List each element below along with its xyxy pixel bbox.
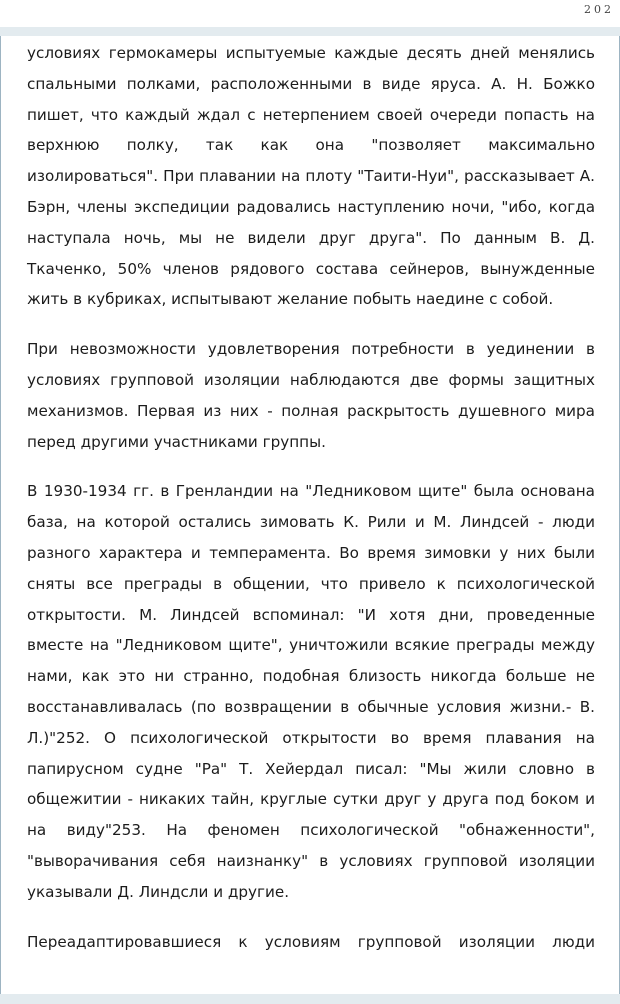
paragraph-greenland-example: В 1930-1934 гг. в Гренландии на "Ледниковом щите" была основана база, на которой остались зимовать К. Рили и М. Линдсей - люди разного характера и темперамента. Во время зимовки у них были сняты все преграды в общении, что привело к психологической открытости. М. Линдсей вспоминал: "И хотя дни, проведенные вместе на "Ледниковом щите", уничтожили всякие преграды между нами, как это ни странно, подобная близость никогда больше не восстанавливалась (по возвращении в обычные условия жизни.- В. Л.)"252. О психологической открытости во время плавания на папирусном судне "Ра" Т. Хейердал писал: "Мы жили словно в общежитии - никаких тайн, круглые сутки друг у друга под боком и на виду"253. На феномен психологической "обнаженности", "выворачивания себя наизнанку" в условиях групповой изоляции указывали Д. Линдсли и другие. (27, 482, 595, 901)
page-footer-band (0, 994, 620, 1004)
paragraph-isolation-examples: условиях гермокамеры испытуемые каждые десять дней менялись спальными полками, расположенными в виде яруса. А. Н. Божко пишет, что каждый ждал с нетерпением своей очереди попасть на верхнюю полку, так как она "позволяет максимально изолироваться". При плавании на плоту "Таити-Нуи", рассказывает А. Бэрн, члены экспедиции радовались наступлению ночи, "ибо, когда наступала ночь, мы не видели друг друга". По данным В. Д. Ткаченко, 50% членов рядового состава сейнеров, вынужденные жить в кубриках, испытывают желание побыть наедине с собой. (27, 44, 595, 309)
page-frame[interactable] (0, 36, 620, 994)
paragraph-defense-mechanisms: При невозможности удовлетворения потребности в уединении в условиях групповой изоляции наблюдаются две формы защитных механизмов. Первая из них - полная раскрытость душевного мира перед другими участниками группы. (27, 340, 595, 451)
paragraph-continuation: Переадаптировавшиеся к условиям групповой изоляции люди (27, 932, 595, 951)
text-body (27, 38, 595, 976)
page-number: 202 (584, 3, 614, 16)
header-rule (0, 27, 620, 36)
page-header (0, 0, 620, 36)
